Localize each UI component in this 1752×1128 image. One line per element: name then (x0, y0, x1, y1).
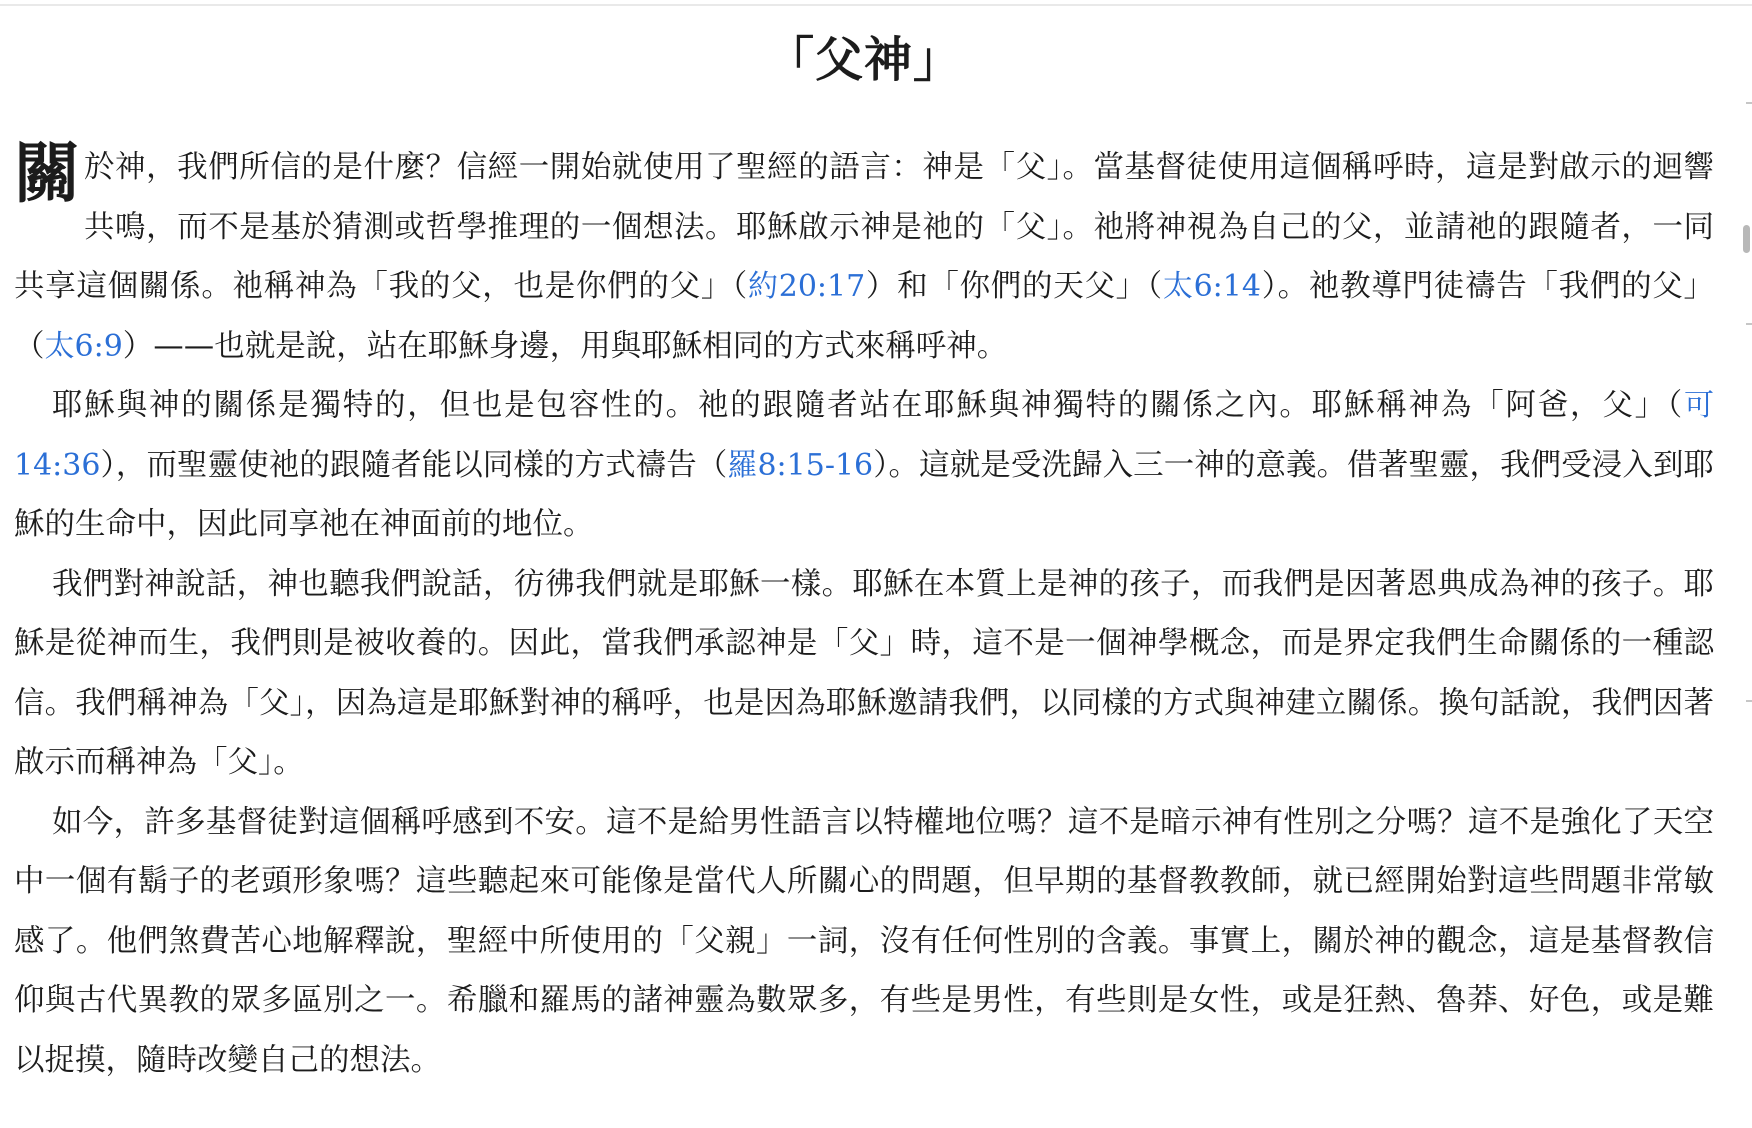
paragraph-text: 我們對神說話，神也聽我們說話，彷彿我們就是耶穌一樣。耶穌在本質上是神的孩子，而我們是因著恩典成為神的孩子。耶穌是從神而生，我們則是被收養的。因此，當我們承認神是「父」時，這不是一個神學概念，而是界定我們生命關係的一種認信。我們稱神為「父」，因為這是耶穌對神的稱呼，也是因為耶穌邀請我們，以同樣的方式與神建立關係。換句話說，我們因著啟示而稱神為「父」。 (14, 566, 1714, 780)
scrollbar-thumb[interactable] (1743, 225, 1750, 253)
paragraph (14, 555, 1714, 793)
paragraph-text: ）和「你們的天父」（ (865, 269, 1163, 304)
scrollbar[interactable] (1736, 0, 1752, 1128)
edge-mark (1746, 323, 1752, 325)
article-body (14, 135, 1715, 1090)
document-page (14, 30, 1714, 1090)
edge-mark (1746, 700, 1752, 702)
paragraph-text: 如今，許多基督徒對這個稱呼感到不安。這不是給男性語言以特權地位嗎？這不是暗示神有性別之分嗎？這不是強化了天空中一個有鬍子的老頭形象嗎？這些聽起來可能像是當代人所關心的問題，但早期的基督教教師，就已經開始對這些問題非常敏感了。他們煞費苦心地解釋說，聖經中所使用的「父親」一詞，沒有任何性別的含義。事實上，關於神的觀念，這是基督教信仰與古代異教的眾多區別之一。希臘和羅馬的諸神靈為數眾多，有些是男性，有些則是女性，或是狂熱、魯莽、好色，或是難以捉摸，隨時改變自己的想法。 (14, 804, 1714, 1078)
edge-mark (1746, 102, 1752, 104)
drop-cap: 關 (14, 135, 80, 212)
scripture-reference-link[interactable]: 太6:9 (44, 328, 123, 364)
paragraph-text: ）。這就是受洗歸入三一神的意義。借著聖靈，我們受浸入到耶穌的生命中，因此同享祂在神面前的地位。 (14, 447, 1715, 542)
scripture-reference-link[interactable]: 太6:14 (1162, 269, 1261, 304)
paragraph-text: ）。祂教導門徒禱告「我們的父」（ (14, 269, 1715, 364)
page-title: 「父神」 (765, 32, 962, 88)
scripture-reference-link[interactable]: 約20:17 (748, 269, 866, 304)
paragraph-text: ）——也就是說，站在耶穌身邊，用與耶穌相同的方式來稱呼神。 (122, 328, 1008, 364)
paragraph (14, 135, 1715, 376)
paragraph-text: 於神，我們所信的是什麼？信經一開始就使用了聖經的語言：神是「父」。當基督徒使用這個稱呼時，這是對啟示的迴響共鳴，而不是基於猜測或哲學推理的一個想法。耶穌啟示神是祂的「父」。祂將神視為自己的父，並請祂的跟隨者，一同共享這個關係。祂稱神為「我的父，也是你們的父」（ (14, 150, 1714, 304)
paragraph-text: ），而聖靈使祂的跟隨者能以同樣的方式禱告（ (100, 447, 728, 483)
top-border (0, 4, 1752, 6)
scripture-reference-link[interactable]: 可14:36 (14, 388, 1714, 483)
paragraph (14, 376, 1714, 555)
scripture-reference-link[interactable]: 羅8:15-16 (727, 447, 874, 483)
paragraph-text: 耶穌與神的關係是獨特的，但也是包容性的。祂的跟隨者站在耶穌與神獨特的關係之內。耶穌稱神為「阿爸，父」（ (52, 388, 1684, 423)
paragraph (14, 793, 1714, 1091)
